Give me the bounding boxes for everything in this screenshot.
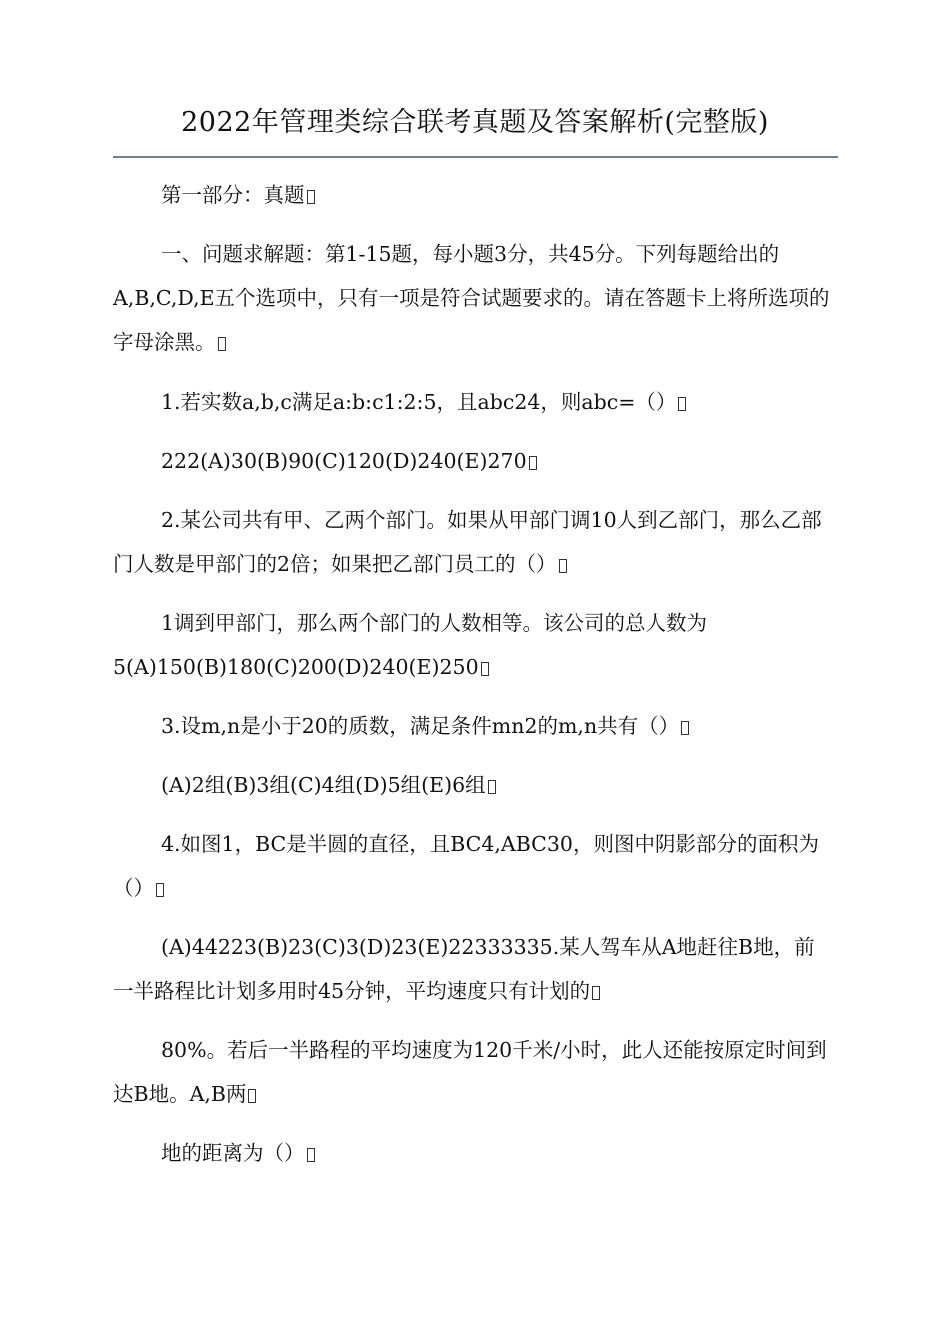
paragraph-text: (A)2组(B)3组(C)4组(D)5组(E)6组 xyxy=(161,773,486,797)
paragraph-mark-icon xyxy=(307,190,315,204)
paragraph-text: 3.设m,n是小于20的质数，满足条件mn2的m,n共有（） xyxy=(161,714,680,738)
paragraph-text: 5(A)150(B)180(C)200(D)240(E)250 xyxy=(113,655,479,679)
paragraph-mark-icon xyxy=(529,456,537,470)
paragraph-mark-icon xyxy=(681,721,689,735)
paragraph-mark-icon xyxy=(248,1089,256,1103)
question-3 xyxy=(113,704,833,748)
paragraph-text: (A)44223(B)23(C)3(D)23(E)22333335.某人驾车从A地赶往B地，前一半路程比计划多用时45分钟，平均速度只有计划的 xyxy=(113,935,815,1003)
question-4 xyxy=(113,822,833,910)
paragraph-mark-icon xyxy=(156,883,164,897)
paragraph-mark-icon xyxy=(559,559,567,573)
paragraph-mark-icon xyxy=(218,337,226,351)
question-5-continued xyxy=(113,1028,833,1116)
paragraph-mark-icon xyxy=(307,1148,315,1162)
paragraph-text: 一、问题求解题：第1-15题，每小题3分，共45分。下列每题给出的A,B,C,D,E五个选项中，只有一项是符合试题要求的。请在答题卡上将所选项的字母涂黑。 xyxy=(113,242,830,354)
question-4-options-question-5 xyxy=(113,925,833,1013)
paragraph-mark-icon xyxy=(481,662,489,676)
paragraph-mark-icon xyxy=(678,397,686,411)
question-1 xyxy=(113,380,833,424)
paragraph-text: 第一部分：真题 xyxy=(161,183,305,207)
paragraph-text: 1.若实数a,b,c满足a:b:c1:2:5，且abc24，则abc=（） xyxy=(161,390,677,414)
paragraph-text: 2.某公司共有甲、乙两个部门。如果从甲部门调10人到乙部门，那么乙部门人数是甲部门的2倍；如果把乙部门员工的（） xyxy=(113,508,822,576)
paragraph-instructions xyxy=(113,232,833,364)
paragraph-text: 222(A)30(B)90(C)120(D)240(E)270 xyxy=(161,449,527,473)
question-5-prompt xyxy=(113,1131,833,1175)
question-2-options xyxy=(113,645,833,689)
paragraph-mark-icon xyxy=(488,780,496,794)
question-2 xyxy=(113,498,833,586)
question-2-continued xyxy=(113,601,833,645)
paragraph-mark-icon xyxy=(592,986,600,1000)
paragraph-text: 地的距离为（） xyxy=(161,1141,305,1165)
paragraph-text: 4.如图1，BC是半圆的直径，且BC4,ABC30，则图中阴影部分的面积为（） xyxy=(113,832,819,900)
document-title: 2022年管理类综合联考真题及答案解析(完整版) xyxy=(181,107,769,138)
question-1-options xyxy=(113,439,833,483)
title-divider xyxy=(113,156,838,158)
paragraph-section-heading xyxy=(113,173,833,217)
question-3-options xyxy=(113,763,833,807)
paragraph-text: 1调到甲部门，那么两个部门的人数相等。该公司的总人数为 xyxy=(161,611,708,635)
paragraph-text: 80%。若后一半路程的平均速度为120千米/小时，此人还能按原定时间到达B地。A,B两 xyxy=(113,1038,827,1106)
